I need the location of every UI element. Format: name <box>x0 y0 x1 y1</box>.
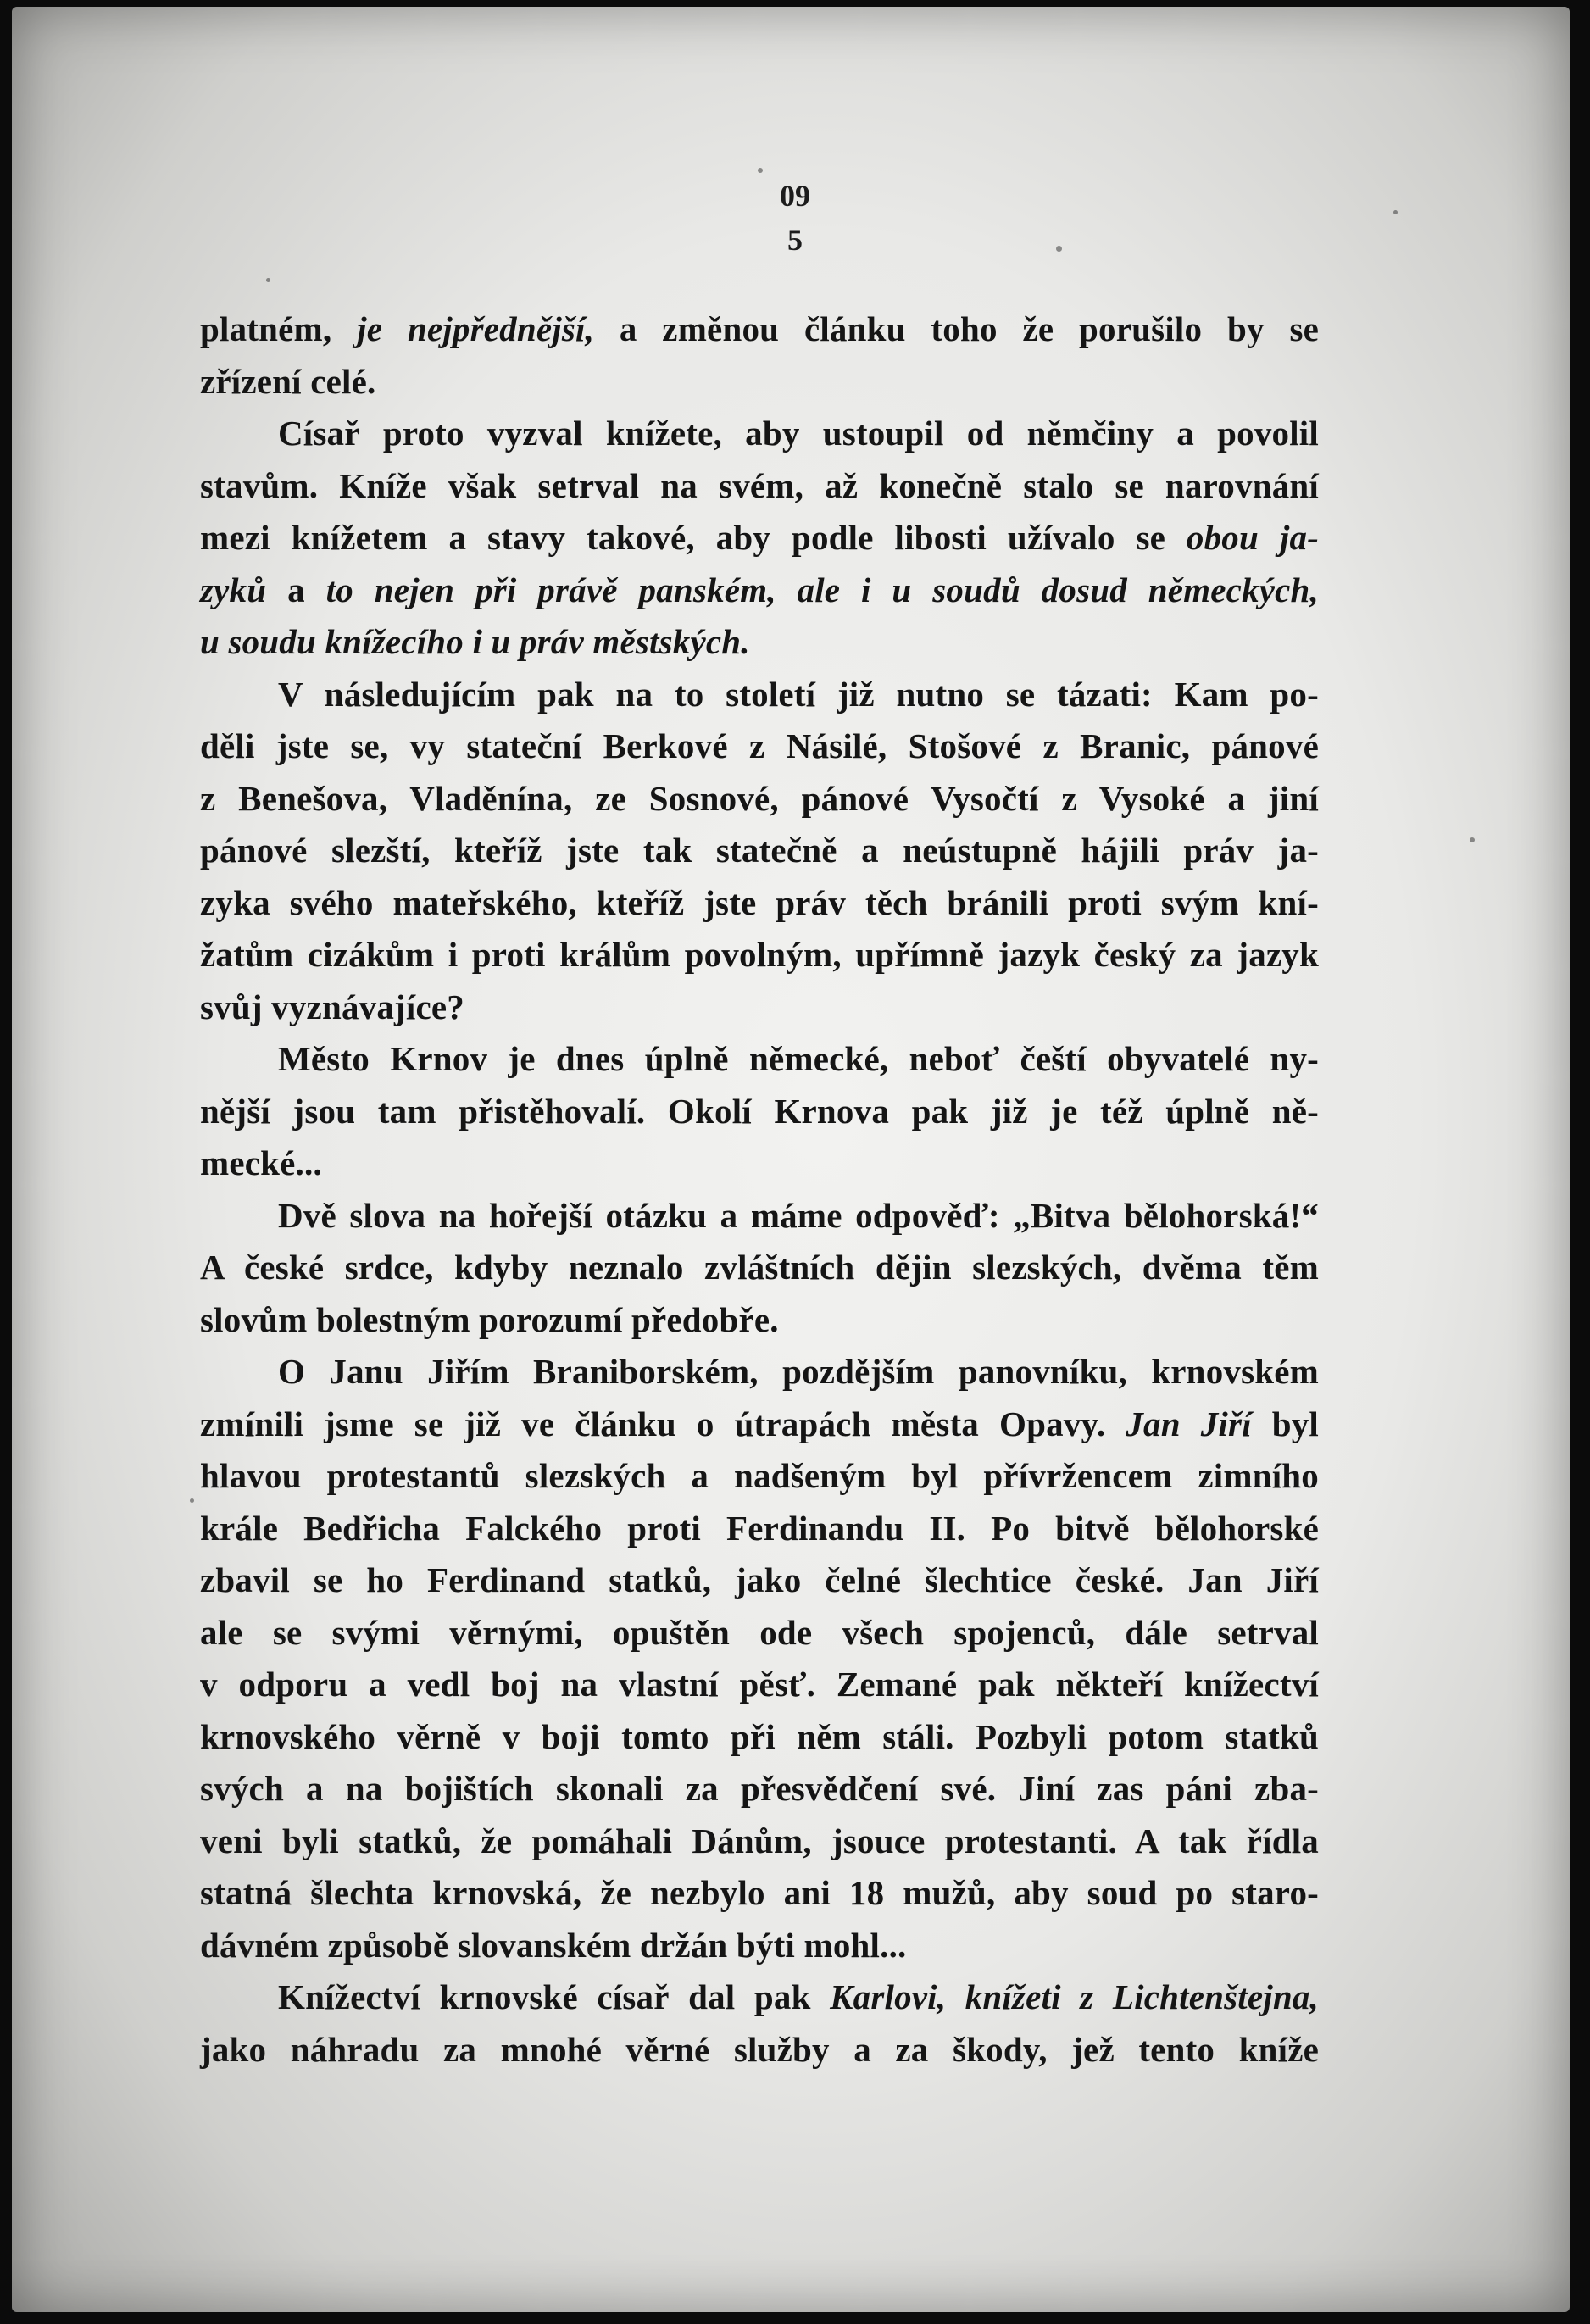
text-line <box>200 460 1319 513</box>
text-line <box>200 1711 1319 1764</box>
text-line <box>200 512 1319 564</box>
text-line <box>200 1137 1319 1190</box>
text-run: krále Bedřicha Falckého proti Ferdinandu II. Po bitvě bělohorské <box>200 1508 1319 1548</box>
text-run: stavům. Kníže však setrval na svém, až konečně stalo se narovnání <box>200 465 1319 505</box>
italic-text: to nejen při právě panském, ale i u soudů dosud německých, <box>325 570 1319 609</box>
text-run: pánové slezští, kteříž jste tak statečně a neústupně hájili práv ja- <box>200 831 1319 870</box>
text-run: V následujícím pak na to století již nutno se tázati: Kam po- <box>278 674 1319 714</box>
italic-text: u soudu knížecího i u práv městských. <box>200 622 750 661</box>
text-line <box>200 408 1319 460</box>
text-run: jako náhradu za mnohé věrné služby a za škody, jež tento kníže <box>200 2029 1319 2069</box>
text-run: a změnou článku toho že porušilo by se <box>594 309 1319 348</box>
ink-speck <box>1470 837 1475 842</box>
text-run: žatům cizákům i proti králům povolným, upřímně jazyk český za jazyk <box>200 935 1319 974</box>
text-run: slovům bolestným porozumí předobře. <box>200 1299 779 1339</box>
text-run: O Janu Jiřím Braniborském, pozdějším panovníku, krnovském <box>278 1352 1319 1391</box>
text-line <box>200 1450 1319 1503</box>
text-line <box>200 1242 1319 1294</box>
text-run: zřízení celé. <box>200 361 376 401</box>
text-run: hlavou protestantů slezských a nadšeným byl přívržencem zimního <box>200 1456 1319 1495</box>
text-run: Knížectví krnovské císař dal pak <box>278 1977 831 2016</box>
italic-text: Karlovi, knížeti z Lichtenštejna, <box>830 1977 1320 2016</box>
italic-text: Jan Jiří <box>1126 1404 1252 1443</box>
text-line <box>200 773 1319 826</box>
text-line <box>200 1763 1319 1815</box>
text-line <box>200 877 1319 930</box>
text-run: a <box>266 570 326 609</box>
text-run: Dvě slova na hořejší otázku a máme odpověď: „Bitva bělohorská!“ <box>278 1195 1319 1235</box>
text-run: byl <box>1251 1404 1319 1443</box>
text-line <box>200 1971 1319 2024</box>
italic-text: je nejpřednější, <box>357 309 595 348</box>
text-run: dávném způsobě slovanském držán býti mohl... <box>200 1925 907 1965</box>
text-run: svůj vyznávajíce? <box>200 987 465 1026</box>
italic-text: obou ja- <box>1186 518 1319 557</box>
text-line <box>200 1398 1319 1451</box>
text-line <box>200 669 1319 721</box>
ink-speck <box>190 1498 194 1503</box>
text-run: nější jsou tam přistěhovalí. Okolí Krnova pak již je též úplně ně- <box>200 1091 1319 1131</box>
italic-text: zyků <box>200 570 267 609</box>
text-run: platném, <box>200 309 358 348</box>
text-line <box>200 1554 1319 1607</box>
text-line <box>200 1033 1319 1086</box>
text-run: statná šlechta krnovská, že nezbylo ani 18 mužů, aby soud po staro- <box>200 1873 1319 1912</box>
text-run: v odporu a vedl boj na vlastní pěsť. Zemané pak někteří knížectví <box>200 1665 1319 1704</box>
text-run: Císař proto vyzval knížete, aby ustoupil od němčiny a povolil <box>278 414 1319 453</box>
text-line <box>200 981 1319 1034</box>
text-run: mecké... <box>200 1143 322 1182</box>
text-run: A české srdce, kdyby neznalo zvláštních dějin slezských, dvěma těm <box>200 1248 1319 1287</box>
text-line <box>200 564 1319 617</box>
text-run: zmínili jsme se již ve článku o útrapách města Opavy. <box>200 1404 1126 1443</box>
text-line <box>200 1503 1319 1555</box>
ink-speck <box>758 168 763 173</box>
text-line <box>200 1346 1319 1398</box>
text-line <box>200 1867 1319 1920</box>
text-line <box>200 825 1319 877</box>
text-run: krnovského věrně v boji tomto při něm stáli. Pozbyli potom statků <box>200 1716 1319 1756</box>
signature-mark: 5 <box>787 223 803 257</box>
text-line <box>200 303 1319 356</box>
text-run: děli jste se, vy stateční Berkové z Násilé, Stošové z Branic, pánové <box>200 726 1319 765</box>
text-run: svých a na bojištích skonali za přesvědčení své. Jiní zas páni zba- <box>200 1769 1319 1808</box>
text-line <box>200 1086 1319 1138</box>
page-number: 09 <box>780 179 810 213</box>
text-run: mezi knížetem a stavy takové, aby podle libosti užívalo se <box>200 518 1187 557</box>
text-line <box>200 929 1319 981</box>
text-run: zbavil se ho Ferdinand statků, jako čelné šlechtice české. Jan Jiří <box>200 1560 1319 1599</box>
text-line <box>200 1294 1319 1347</box>
text-line <box>200 2024 1319 2077</box>
text-line <box>200 1607 1319 1660</box>
text-line <box>200 1920 1319 1972</box>
text-line <box>200 1815 1319 1868</box>
text-run: ale se svými věrnými, opuštěn ode všech spojenců, dále setrval <box>200 1612 1319 1652</box>
text-run: veni byli statků, že pomáhali Dánům, jsouce protestanti. A tak řídla <box>200 1821 1319 1860</box>
text-line <box>200 356 1319 409</box>
text-run: Město Krnov je dnes úplně německé, neboť čeští obyvatelé ny- <box>278 1039 1319 1078</box>
text-line <box>200 720 1319 773</box>
text-run: z Benešova, Vladěnína, ze Sosnové, pánové Vysočtí z Vysoké a jiní <box>200 778 1319 818</box>
text-line <box>200 616 1319 669</box>
text-run: zyka svého mateřského, kteříž jste práv těch bránili proti svým kní- <box>200 882 1319 922</box>
body-text <box>200 303 1319 2076</box>
text-line <box>200 1659 1319 1711</box>
text-line <box>200 1190 1319 1243</box>
ink-speck <box>266 278 270 282</box>
